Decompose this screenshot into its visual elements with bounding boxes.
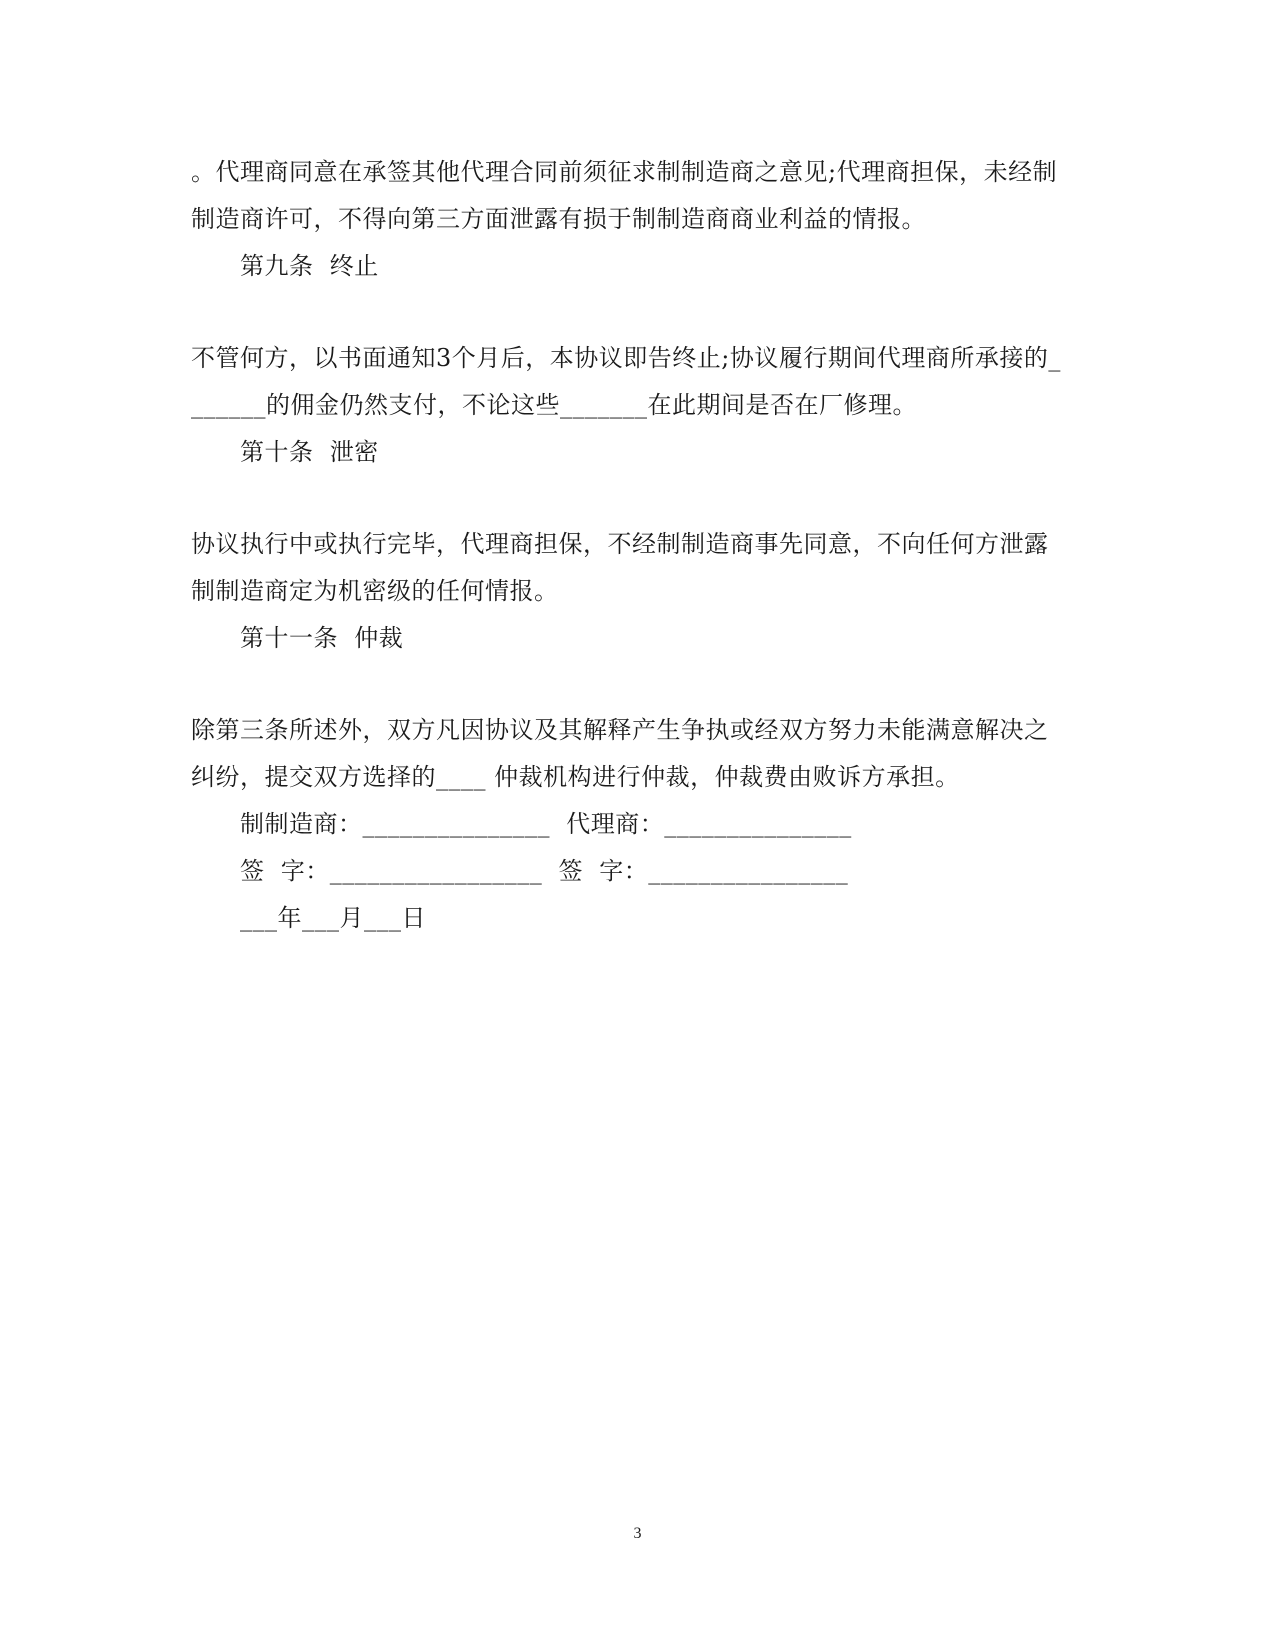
paragraph-10-line-1: 协议执行中或执行完毕，代理商担保，不经制制造商事先同意，不向任何方泄露 [191,530,1049,558]
paragraph-8-line-2: 制造商许可，不得向第三方面泄露有损于制制造商商业利益的情报。 [191,205,926,233]
article-9-title: 第九条 终止 [240,252,379,280]
page-number: 3 [633,1525,642,1542]
article-11-title: 第十一条 仲裁 [240,624,404,652]
article-10-title: 第十条 泄密 [240,438,379,466]
signature-date-line: ___年___月___日 [240,904,426,932]
paragraph-11-line-2: 纠纷，提交双方选择的____ 仲裁机构进行仲裁，仲裁费由败诉方承担。 [191,763,960,791]
paragraph-8-line-1: 。代理商同意在承签其他代理合同前须征求制制造商之意见;代理商担保，未经制 [191,158,1058,186]
paragraph-9-line-1: 不管何方，以书面通知3个月后，本协议即告终止;协议履行期间代理商所承接的_ [191,344,1061,372]
paragraph-11-line-1: 除第三条所述外，双方凡因协议及其解释产生争执或经双方努力未能满意解决之 [191,716,1049,744]
signature-sign-line: 签 字：_________________ 签 字：________________ [240,857,849,885]
signature-party-line: 制制造商：_______________ 代理商：_______________ [240,810,852,838]
paragraph-9-line-2: ______的佣金仍然支付，不论这些_______在此期间是否在厂修理。 [191,391,917,419]
paragraph-10-line-2: 制制造商定为机密级的任何情报。 [191,577,559,605]
